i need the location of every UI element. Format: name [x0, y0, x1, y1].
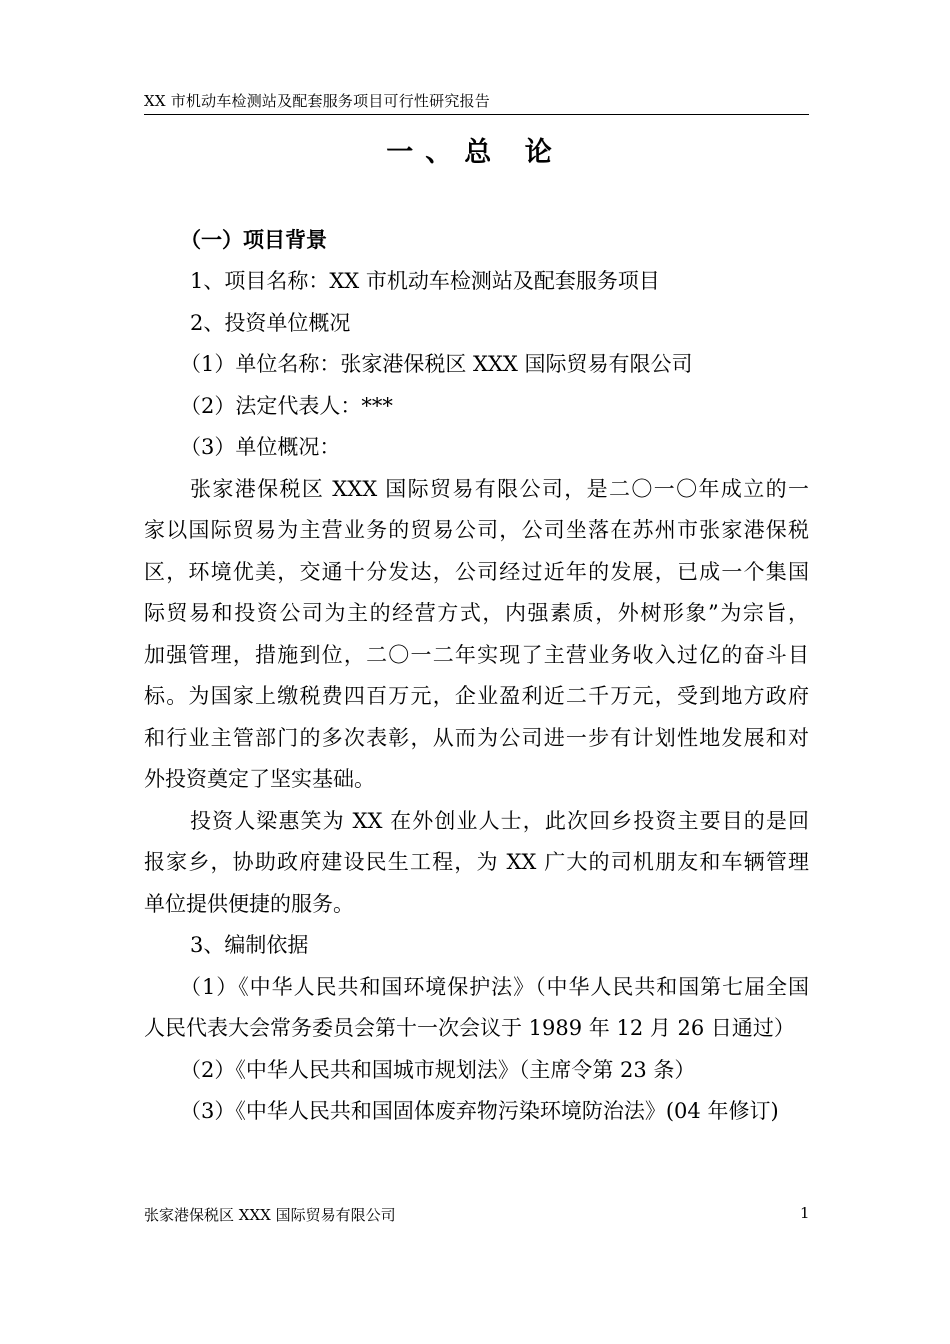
header-title: XX 市机动车检测站及配套服务项目可行性研究报告 — [144, 92, 490, 110]
section-heading: （一）项目背景 — [180, 228, 327, 252]
paragraph-line: 家以国际贸易为主营业务的贸易公司，公司坐落在苏州市张家港保税 — [144, 518, 809, 542]
paragraph-line: 际贸易和投资公司为主的经营方式，内强素质，外树形象”为宗旨， — [144, 601, 809, 625]
paragraph-line: 区，环境优美，交通十分发达，公司经过近年的发展，已成一个集国 — [144, 560, 809, 584]
law-item-2: （2）《中华人民共和国城市规划法》（主席令第 23 条） — [180, 1058, 696, 1082]
footer-company: 张家港保税区 XXX 国际贸易有限公司 — [144, 1206, 396, 1224]
sub-item-company-name: （1）单位名称：张家港保税区 XXX 国际贸易有限公司 — [180, 352, 693, 376]
paragraph-line: 报家乡，协助政府建设民生工程，为 XX 广大的司机朋友和车辆管理 — [144, 850, 809, 874]
sub-item-legal-rep: （2）法定代表人：*** — [180, 394, 393, 418]
paragraph-line: 张家港保税区 XXX 国际贸易有限公司，是二〇一〇年成立的一 — [190, 477, 809, 501]
law-item-1-continued: 人民代表大会常务委员会第十一次会议于 1989 年 12 月 26 日通过） — [144, 1016, 795, 1040]
paragraph-line: 和行业主管部门的多次表彰，从而为公司进一步有计划性地发展和对 — [144, 726, 809, 750]
law-item-3: （3）《中华人民共和国固体废弃物污染环境防治法》(04 年修订) — [180, 1099, 779, 1123]
item-project-name: 1、项目名称：XX 市机动车检测站及配套服务项目 — [190, 269, 660, 293]
paragraph-line: 投资人梁惠笑为 XX 在外创业人士，此次回乡投资主要目的是回 — [190, 809, 809, 833]
page-number: 1 — [800, 1204, 810, 1222]
paragraph-line: 外投资奠定了坚实基础。 — [144, 767, 375, 791]
paragraph-line: 加强管理，措施到位，二〇一二年实现了主营业务收入过亿的奋斗目 — [144, 643, 809, 667]
paragraph-line: 单位提供便捷的服务。 — [144, 892, 354, 916]
paragraph-line: 标。为国家上缴税费四百万元，企业盈利近二千万元，受到地方政府 — [144, 684, 809, 708]
law-item-1: （1）《中华人民共和国环境保护法》（中华人民共和国第七届全国 — [180, 975, 809, 999]
item-compilation-basis: 3、编制依据 — [190, 933, 309, 957]
chapter-title: 一、总 论 — [386, 137, 564, 168]
item-investor-overview: 2、投资单位概况 — [190, 311, 351, 335]
page-header — [144, 88, 809, 115]
sub-item-company-overview: （3）单位概况： — [180, 435, 341, 459]
